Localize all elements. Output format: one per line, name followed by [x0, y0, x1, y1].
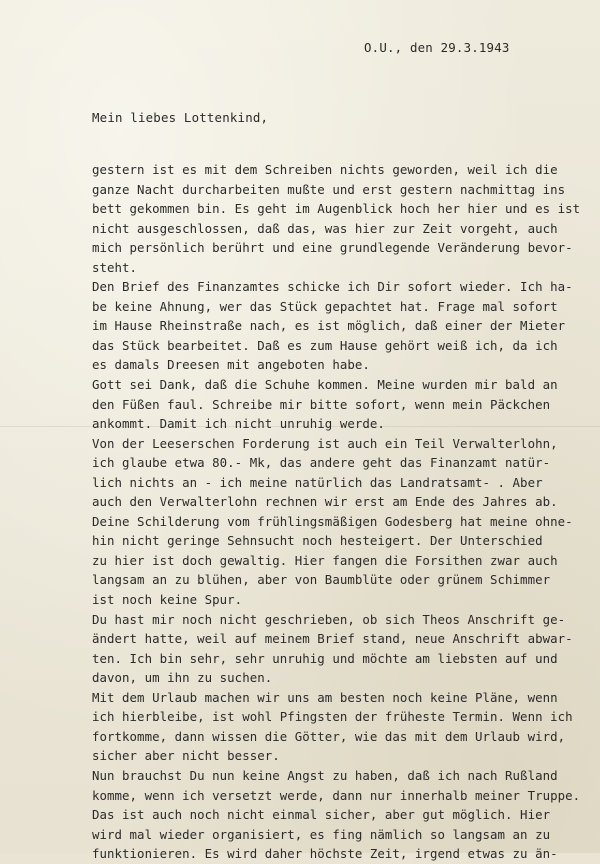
letter-line: den Füßen faul. Schreibe mir bitte sofort, wenn mein Päckchen	[92, 396, 551, 412]
letter-line: hin nicht geringe Sehnsucht noch hesteigert. Der Unterschied	[92, 533, 543, 549]
letter-line: bett gekommen bin. Es geht im Augenblick hoch her hier und es ist	[92, 201, 581, 217]
letter-line: Den Brief des Finanzamtes schicke ich Dir sofort wieder. Ich ha-	[92, 279, 573, 295]
letter-line: mich persönlich berührt und eine grundlegende Veränderung bevor-	[92, 240, 573, 256]
letter-line: langsam an zu blühen, aber von Baumblüte oder grünem Schimmer	[92, 572, 551, 588]
letter-line: davon, um ihn zu suchen.	[92, 670, 273, 686]
letter-line: lich nichts an - ich meine natürlich das Landratsamt- . Aber	[92, 474, 543, 490]
letter-line: Nun brauchst Du nun keine Angst zu haben, daß ich nach Rußland	[92, 767, 558, 783]
letter-line: ten. Ich bin sehr, sehr unruhig und möchte am liebsten auf und	[92, 650, 558, 666]
letter-line: Gott sei Dank, daß die Schuhe kommen. Meine wurden mir bald an	[92, 377, 558, 393]
letter-line: Deine Schilderung vom frühlingsmäßigen Godesberg hat meine ohne-	[92, 513, 573, 529]
letter-line: fortkomme, dann wissen die Götter, wie das mit dem Urlaub wird,	[92, 728, 566, 744]
letter-line: das Stück bearbeitet. Daß es zum Hause gehört weiß ich, da ich	[92, 337, 558, 353]
salutation: Mein liebes Lottenkind,	[92, 110, 269, 125]
letter-line: Mit dem Urlaub machen wir uns am besten noch keine Pläne, wenn	[92, 689, 558, 705]
letter-line: komme, wenn ich versetzt werde, dann nur innerhalb meiner Truppe.	[92, 787, 581, 803]
letter-line: zu hier ist doch gewaltig. Hier fangen die Forsithen zwar auch	[92, 552, 558, 568]
letter-line: ändert hatte, weil auf meinem Brief stand, neue Anschrift abwar-	[92, 631, 573, 647]
letter-line: wird mal wieder organisiert, es fing nämlich so langsam an zu	[92, 826, 551, 842]
letter-line: Das ist auch noch nicht einmal sicher, aber gut möglich. Hier	[92, 807, 551, 823]
dateline: O.U., den 29.3.1943	[364, 40, 510, 55]
letter-line: steht.	[92, 259, 138, 275]
letter-line: auch den Verwalterlohn rechnen wir erst am Ende des Jahres ab.	[92, 494, 558, 510]
letter-line: ist noch keine Spur.	[92, 592, 243, 608]
letter-line: funktionieren. Es wird daher höchste Zeit, irgend etwas zu än-	[92, 846, 558, 862]
letter-line: ankommt. Damit ich nicht unruhig werde.	[92, 416, 385, 432]
letter-line: Von der Leeserschen Forderung ist auch ein Teil Verwalterlohn,	[92, 435, 558, 451]
letter-body	[92, 160, 592, 864]
letter-line: nicht ausgeschlossen, daß das, was hier zur Zeit vorgeht, auch	[92, 220, 558, 236]
letter-line: es damals Dreesen mit angeboten habe.	[92, 357, 370, 373]
letter-line: sicher aber nicht besser.	[92, 748, 280, 764]
letter-line: ich hierbleibe, ist wohl Pfingsten der früheste Termin. Wenn ich	[92, 709, 573, 725]
letter-line: gestern ist es mit dem Schreiben nichts geworden, weil ich die	[92, 162, 558, 177]
letter-line: ich glaube etwa 80.- Mk, das andere geht das Finanzamt natür-	[92, 455, 551, 471]
letter-line: ganze Nacht durcharbeiten mußte und erst gestern nachmittag ins	[92, 181, 566, 197]
letter-line: im Hause Rheinstraße nach, es ist möglich, daß einer der Mieter	[92, 318, 566, 334]
letter-line: Du hast mir noch nicht geschrieben, ob sich Theos Anschrift ge-	[92, 611, 566, 627]
letter-line: be keine Ahnung, wer das Stück gepachtet hat. Frage mal sofort	[92, 298, 558, 314]
